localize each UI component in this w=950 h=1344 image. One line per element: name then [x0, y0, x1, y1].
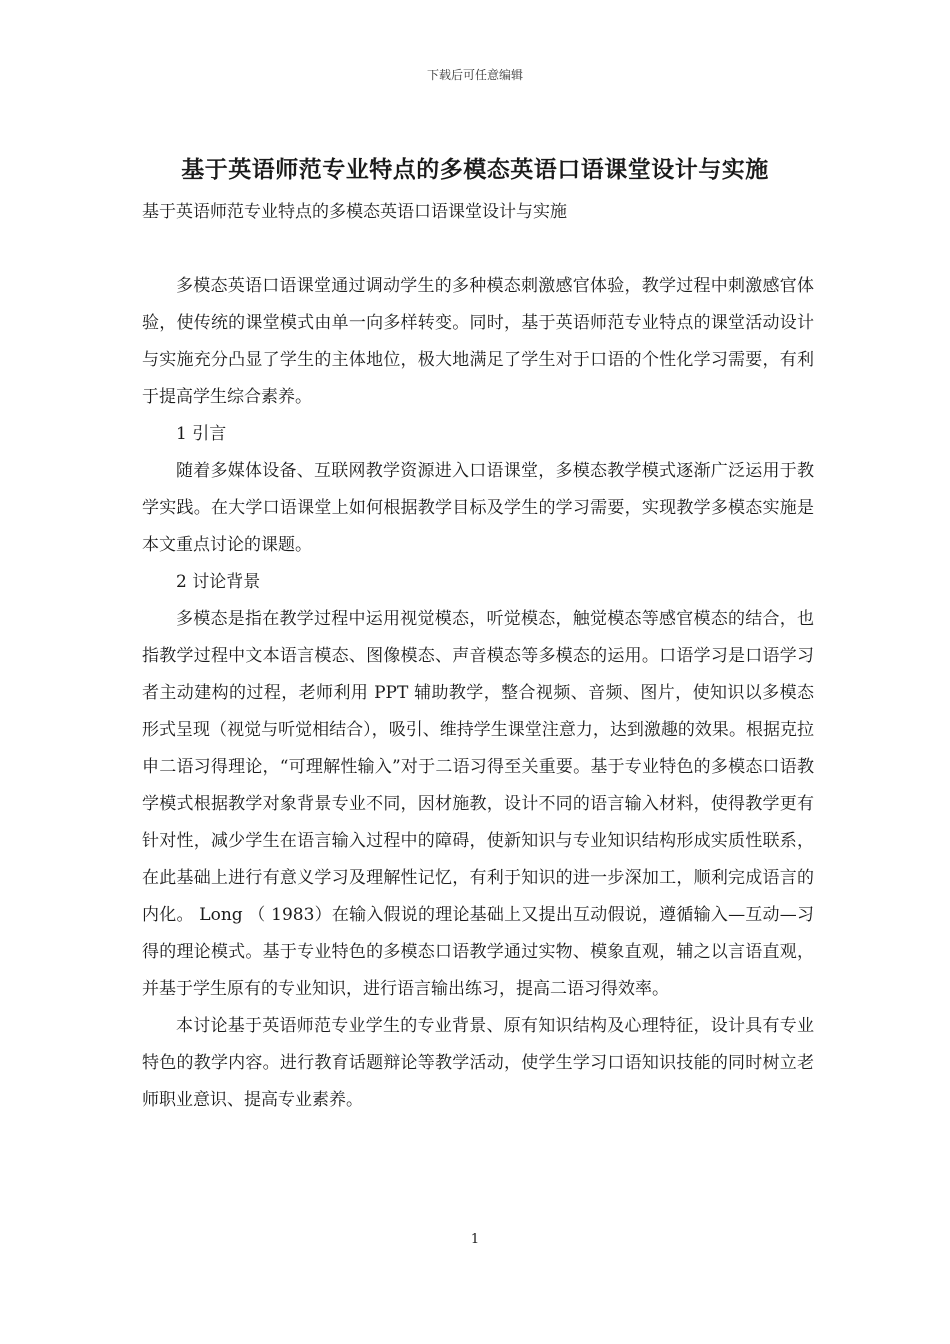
paragraph-background: 多模态是指在教学过程中运用视觉模态，听觉模态，触觉模态等感官模态的结合，也指教学过程中文本语言模态、图像模态、声音模态等多模态的运用。口语学习是口语学习者主动建构的过程，老师利用 PPT 辅助教学，整合视频、音频、图片，使知识以多模态形式呈现（视觉与听觉相结合），吸引、维持学生课堂注意力，达到激趣的效果。根据克拉申二语习得理论，“可理解性输入”对于二语习得至关重要。基于专业特色的多模态口语教学模式根据教学对象背景专业不同，因材施教，设计不同的语言输入材料，使得教学更有针对性，减少学生在语言输入过程中的障碍，使新知识与专业知识结构形成实质性联系，在此基础上进行有意义学习及理解性记忆，有利于知识的进一步深加工，顺利完成语言的内化。 Long （ 1983）在输入假说的理论基础上又提出互动假说，遵循输入—互动—习得的理论模式。基于专业特色的多模态口语教学通过实物、模象直观，辅之以言语直观，并基于学生原有的专业知识，进行语言输出练习，提高二语习得效率。 [142, 609, 814, 999]
paragraph-design: 本讨论基于英语师范专业学生的专业背景、原有知识结构及心理特征，设计具有专业特色的教学内容。进行教育话题辩论等教学活动，使学生学习口语知识技能的同时树立老师职业意识、提高专业素养。 [142, 1016, 814, 1110]
page-number: 1 [470, 1232, 480, 1247]
header-note: 下载后可任意编辑 [426, 68, 523, 82]
paragraph-introduction: 随着多媒体设备、互联网教学资源进入口语课堂，多模态教学模式逐渐广泛运用于教学实践。在大学口语课堂上如何根据教学目标及学生的学习需要，实现教学多模态实施是本文重点讨论的课题。 [142, 461, 814, 555]
document-body [142, 268, 814, 1119]
section-heading-introduction: 1 引言 [176, 424, 227, 444]
section-heading-background: 2 讨论背景 [176, 572, 261, 592]
document-subtitle: 基于英语师范专业特点的多模态英语口语课堂设计与实施 [142, 202, 567, 222]
paragraph-abstract: 多模态英语口语课堂通过调动学生的多种模态刺激感官体验，教学过程中刺激感官体验，使传统的课堂模式由单一向多样转变。同时，基于英语师范专业特点的课堂活动设计与实施充分凸显了学生的主体地位，极大地满足了学生对于口语的个性化学习需要，有利于提高学生综合素养。 [142, 276, 814, 407]
document-title: 基于英语师范专业特点的多模态英语口语课堂设计与实施 [181, 156, 769, 183]
